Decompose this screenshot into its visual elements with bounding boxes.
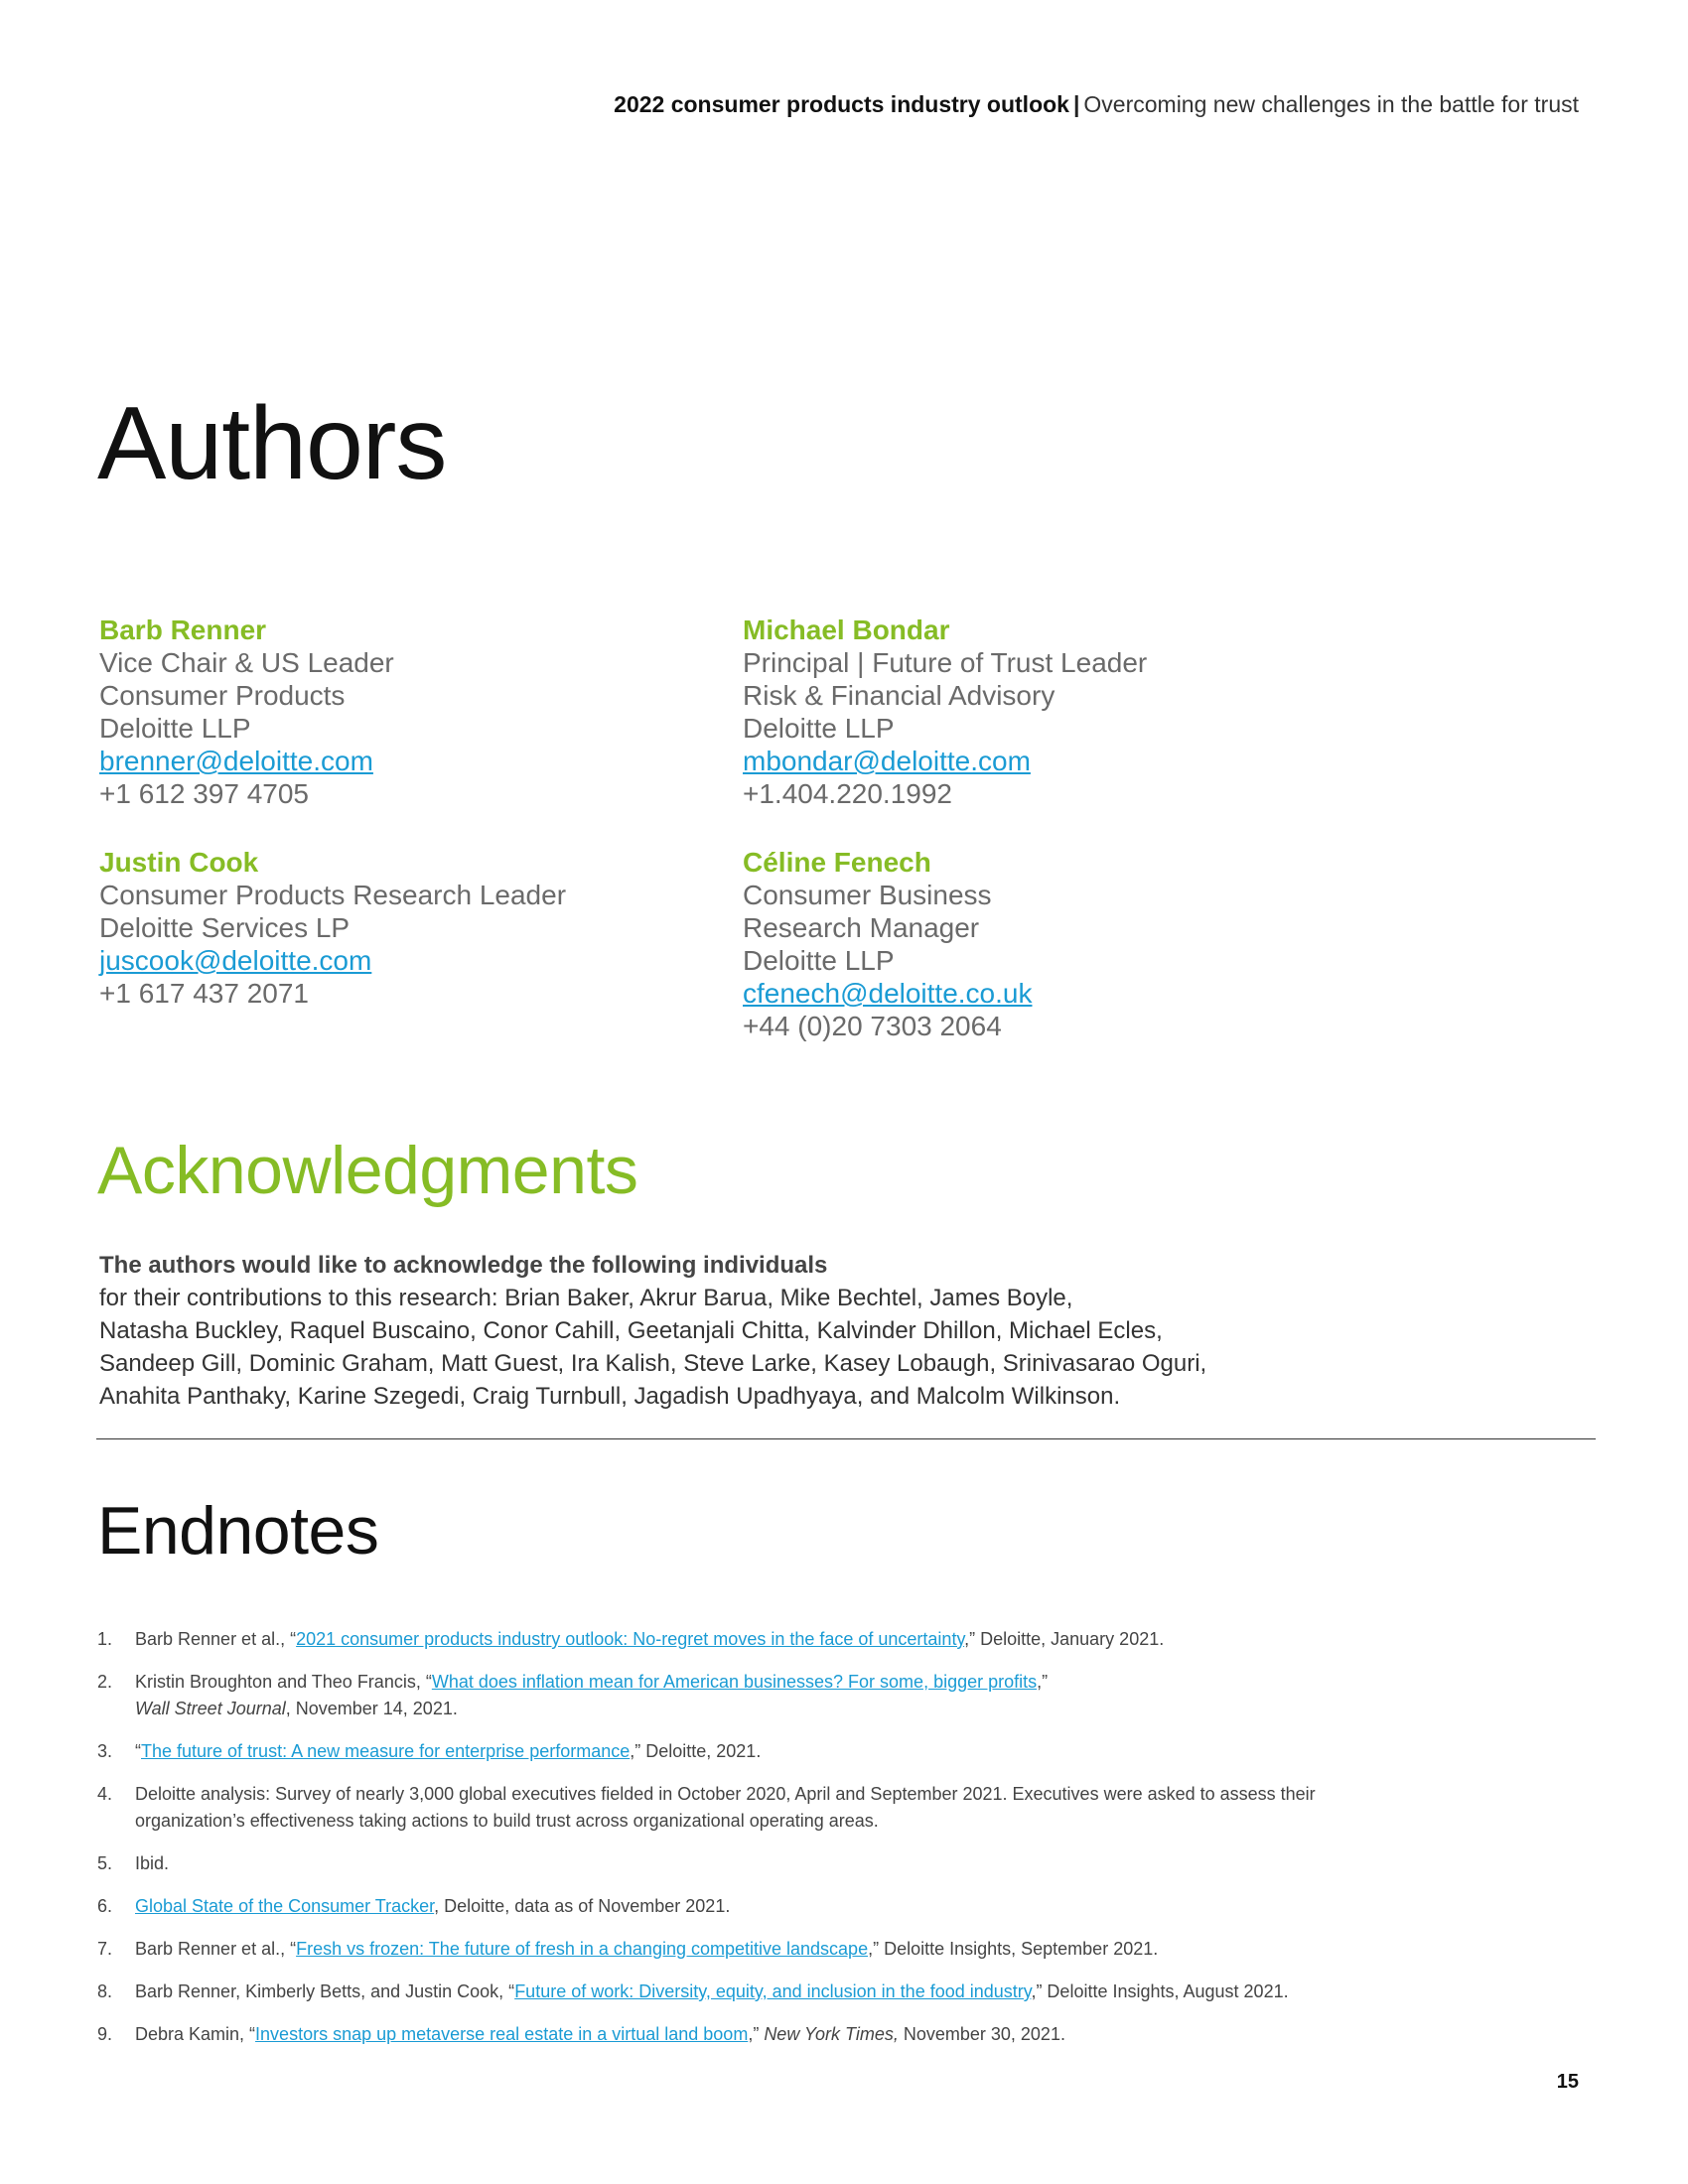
author-role: Consumer Products Research Leader <box>99 880 567 910</box>
endnote-publication: New York Times, <box>764 2024 899 2044</box>
authors-heading: Authors <box>97 386 447 501</box>
acknowledgments-lead: The authors would like to acknowledge the following individuals <box>99 1252 828 1279</box>
endnote-text: Barb Renner et al., “ <box>135 1629 297 1649</box>
running-header <box>614 91 1579 118</box>
endnote-item <box>97 1936 1348 1963</box>
author-email-link[interactable]: juscook@deloitte.com <box>99 945 372 976</box>
author-company: Deloitte LLP <box>99 713 251 744</box>
author-role: Consumer Business <box>743 880 992 910</box>
acknowledgments-line: Natasha Buckley, Raquel Buscaino, Conor Cahill, Geetanjali Chitta, Kalvinder Dhillon, Michael Ecles, <box>99 1317 1163 1344</box>
endnote-item <box>97 1669 1348 1722</box>
endnote-item <box>97 1850 1348 1877</box>
endnote-item <box>97 1979 1348 2005</box>
endnote-text: Kristin Broughton and Theo Francis, “ <box>135 1672 432 1692</box>
endnote-text: “ <box>135 1741 141 1761</box>
author-card <box>99 614 655 810</box>
endnote-link[interactable]: Future of work: Diversity, equity, and inclusion in the food industry <box>514 1981 1032 2001</box>
acknowledgments-line: for their contributions to this research: Brian Baker, Akrur Barua, Mike Bechtel, James Boyle, <box>99 1285 1073 1311</box>
endnote-text: , November 14, 2021. <box>285 1699 458 1718</box>
report-subtitle: Overcoming new challenges in the battle for trust <box>1083 91 1579 117</box>
acknowledgments-text <box>99 1249 1340 1413</box>
endnote-link[interactable]: The future of trust: A new measure for enterprise performance <box>141 1741 631 1761</box>
endnote-text: Deloitte analysis: Survey of nearly 3,000 global executives fielded in October 2020, April and September 2021. Executives were asked to assess their organization’s effectiveness taking actions to build trust across organizational operating areas. <box>135 1784 1316 1831</box>
endnote-link[interactable]: What does inflation mean for American businesses? For some, bigger profits <box>431 1672 1038 1692</box>
endnote-item <box>97 2021 1348 2048</box>
endnotes-heading: Endnotes <box>97 1493 379 1569</box>
endnote-text: November 30, 2021. <box>898 2024 1065 2044</box>
author-phone: +44 (0)20 7303 2064 <box>743 1011 1002 1041</box>
author-email-link[interactable]: cfenech@deloitte.co.uk <box>743 978 1033 1009</box>
section-divider <box>96 1438 1596 1439</box>
author-company: Deloitte LLP <box>743 713 895 744</box>
author-name: Michael Bondar <box>743 614 950 645</box>
endnote-text: ,” Deloitte, January 2021. <box>964 1629 1165 1649</box>
endnote-number: 8. <box>97 1981 113 2001</box>
acknowledgments-line: Anahita Panthaky, Karine Szegedi, Craig Turnbull, Jagadish Upadhyaya, and Malcolm Wilkinson. <box>99 1383 1121 1410</box>
endnote-link[interactable]: 2021 consumer products industry outlook: No-regret moves in the face of uncertainty <box>296 1629 965 1649</box>
endnote-link[interactable]: Global State of the Consumer Tracker <box>135 1896 435 1916</box>
acknowledgments-heading: Acknowledgments <box>97 1133 638 1208</box>
endnote-item <box>97 1738 1348 1765</box>
endnote-text: Ibid. <box>135 1853 170 1873</box>
endnote-number: 1. <box>97 1629 113 1649</box>
endnote-text: , Deloitte, data as of November 2021. <box>434 1896 731 1916</box>
author-phone: +1 617 437 2071 <box>99 978 309 1009</box>
author-card <box>743 614 1299 810</box>
header-separator: | <box>1072 91 1080 117</box>
endnote-publication: Wall Street Journal <box>135 1699 286 1718</box>
report-title: 2022 consumer products industry outlook <box>614 91 1069 117</box>
endnote-text: Barb Renner, Kimberly Betts, and Justin Cook, “ <box>135 1981 515 2001</box>
author-card <box>743 846 1299 1042</box>
author-name: Barb Renner <box>99 614 267 645</box>
author-email-link[interactable]: mbondar@deloitte.com <box>743 746 1031 776</box>
endnote-text: ,” <box>748 2024 765 2044</box>
endnote-number: 7. <box>97 1939 113 1959</box>
endnote-text: Barb Renner et al., “ <box>135 1939 297 1959</box>
page-number: 15 <box>1556 2071 1579 2093</box>
endnote-number: 5. <box>97 1853 113 1873</box>
author-role: Vice Chair & US Leader <box>99 647 394 678</box>
author-role: Principal | Future of Trust Leader <box>743 647 1148 678</box>
author-name: Justin Cook <box>99 847 259 878</box>
author-card <box>99 846 655 1010</box>
endnote-item <box>97 1893 1348 1920</box>
endnotes-list <box>97 1626 1348 2064</box>
endnote-number: 6. <box>97 1896 113 1916</box>
endnote-link[interactable]: Investors snap up metaverse real estate in a virtual land boom <box>255 2024 749 2044</box>
endnote-number: 4. <box>97 1784 113 1804</box>
endnote-link[interactable]: Fresh vs frozen: The future of fresh in a changing competitive landscape <box>296 1939 869 1959</box>
author-role: Consumer Products <box>99 680 346 711</box>
endnote-number: 3. <box>97 1741 113 1761</box>
author-email-link[interactable]: brenner@deloitte.com <box>99 746 373 776</box>
author-phone: +1.404.220.1992 <box>743 778 952 809</box>
endnote-text: ,” <box>1037 1672 1049 1692</box>
author-company: Deloitte Services LP <box>99 912 351 943</box>
author-company: Deloitte LLP <box>743 945 895 976</box>
endnote-text: ,” Deloitte Insights, August 2021. <box>1031 1981 1289 2001</box>
endnote-text: ,” Deloitte, 2021. <box>630 1741 762 1761</box>
author-phone: +1 612 397 4705 <box>99 778 309 809</box>
author-role: Research Manager <box>743 912 980 943</box>
acknowledgments-line: Sandeep Gill, Dominic Graham, Matt Guest, Ira Kalish, Steve Larke, Kasey Lobaugh, Srinivasarao Oguri, <box>99 1350 1207 1377</box>
author-name: Céline Fenech <box>743 847 931 878</box>
author-role: Risk & Financial Advisory <box>743 680 1055 711</box>
endnote-text: Debra Kamin, “ <box>135 2024 256 2044</box>
endnote-text: ,” Deloitte Insights, September 2021. <box>868 1939 1159 1959</box>
endnote-item <box>97 1626 1348 1653</box>
endnote-number: 9. <box>97 2024 113 2044</box>
endnote-item <box>97 1781 1348 1835</box>
endnote-number: 2. <box>97 1672 113 1692</box>
